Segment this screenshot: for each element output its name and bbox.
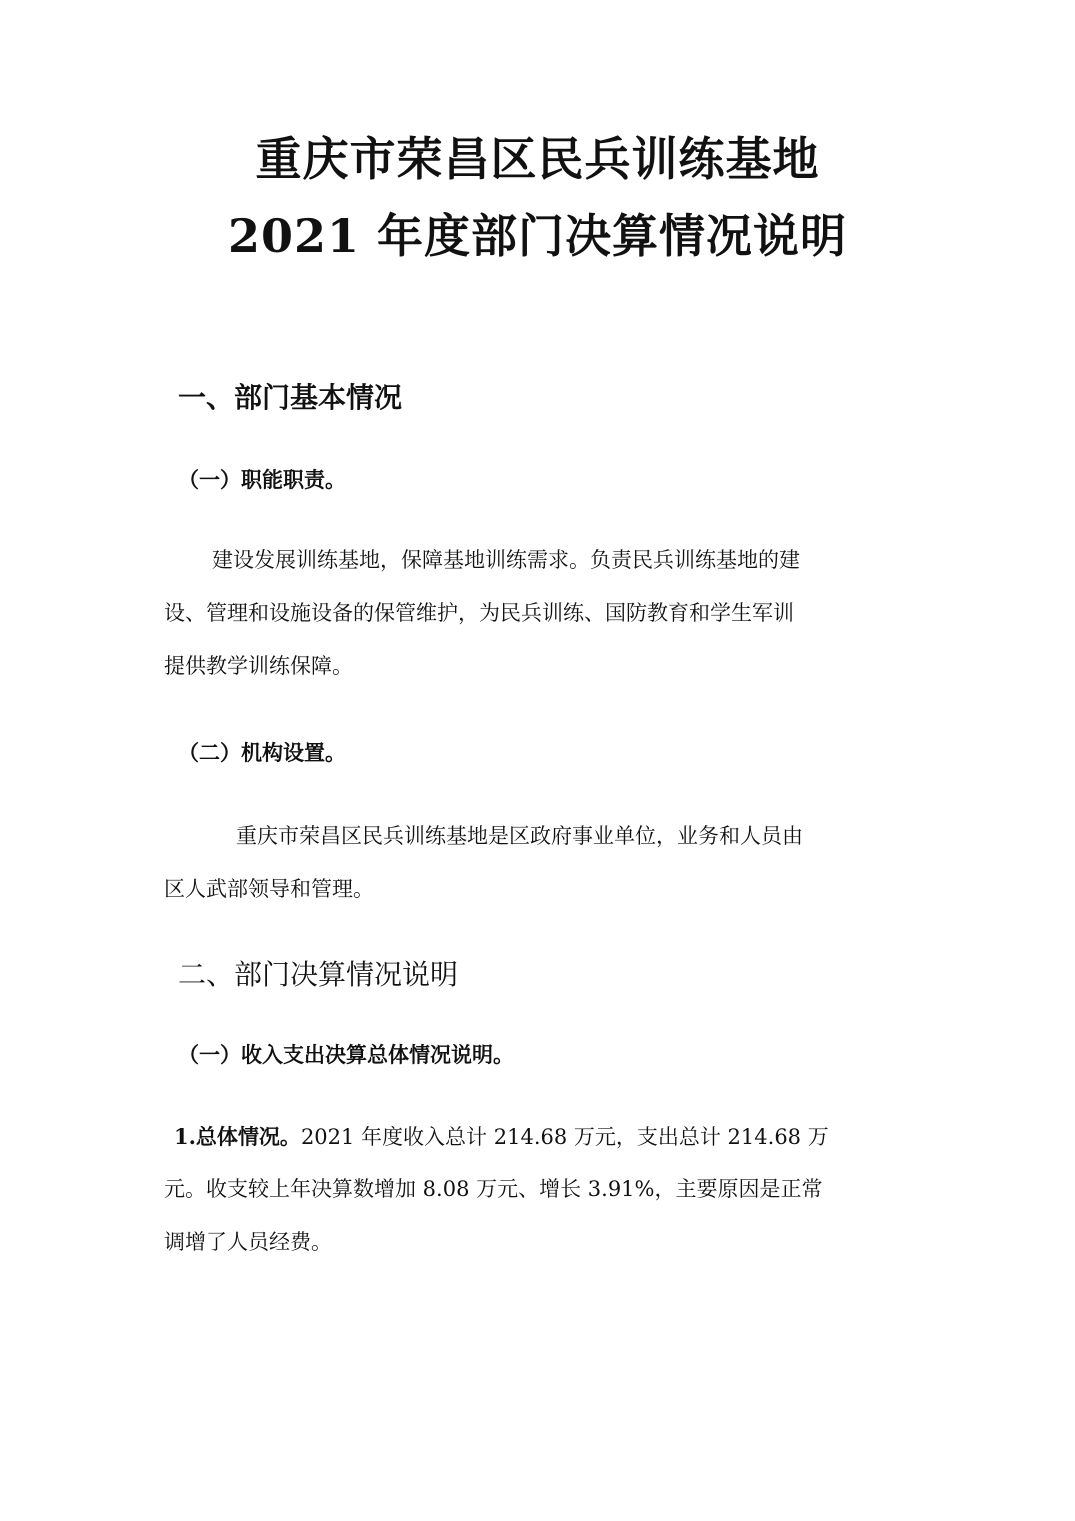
document-title-line-2: 2021 年度部门决算情况说明	[227, 209, 848, 263]
subsection-heading-functions: （一）职能职责。	[178, 467, 346, 492]
paragraph-overall	[164, 1110, 899, 1269]
paragraph-line: 区人武部领导和管理。	[164, 877, 374, 901]
paragraph-line: 元。收支较上年决算数增加 8.08 万元、增长 3.91%，主要原因是正常	[164, 1177, 823, 1201]
paragraph-line: 建设发展训练基地，保障基地训练需求。负责民兵训练基地的建	[212, 548, 800, 572]
item-label-overall: 1.总体情况。	[174, 1124, 301, 1149]
subsection-heading-organization: （二）机构设置。	[178, 740, 346, 765]
section-heading-final-accounts: 二、部门决算情况说明	[178, 958, 459, 991]
paragraph-line: 调增了人员经费。	[164, 1230, 332, 1254]
document-title-line-1: 重庆市荣昌区民兵训练基地	[255, 132, 820, 186]
paragraph-line: 重庆市荣昌区民兵训练基地是区政府事业单位，业务和人员由	[236, 824, 803, 848]
subsection-heading-income-expenditure: （一）收入支出决算总体情况说明。	[178, 1042, 514, 1067]
paragraph-line: 提供教学训练保障。	[164, 654, 353, 678]
paragraph-functions	[164, 534, 899, 693]
paragraph-organization	[164, 810, 899, 916]
item-text: 2021 年度收入总计 214.68 万元，支出总计 214.68 万	[300, 1125, 829, 1149]
section-heading-basic-info: 一、部门基本情况	[178, 381, 403, 414]
paragraph-line	[164, 1110, 899, 1163]
paragraph-line: 设、管理和设施设备的保管维护，为民兵训练、国防教育和学生军训	[164, 601, 794, 625]
